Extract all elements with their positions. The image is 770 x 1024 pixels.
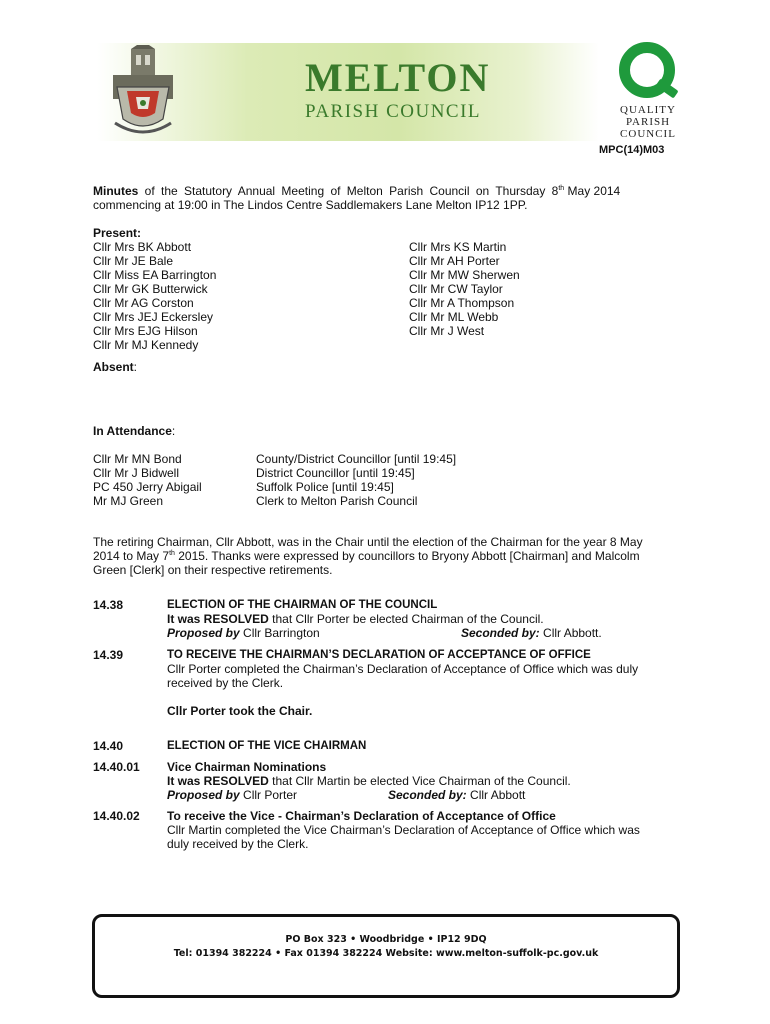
item-text-14-40-02-line1: Cllr Martin completed the Vice Chairman’s Declaration of Acceptance of Office which was <box>167 823 640 837</box>
resolved-text: that Cllr Porter be elected Chairman of the Council. <box>268 612 544 626</box>
proposed-name: Cllr Barrington <box>239 626 320 640</box>
council-name: MELTON <box>305 55 491 100</box>
present-member: Cllr Mrs BK Abbott <box>93 240 192 254</box>
item-title-14-40-02: To receive the Vice - Chairman’s Declaration of Acceptance of Office <box>167 809 556 823</box>
item-text-14-39-line1: Cllr Porter completed the Chairman’s Declaration of Acceptance of Office which was duly <box>167 662 639 676</box>
retiring-line-2 <box>93 549 640 563</box>
seconded-14-38 <box>461 626 602 640</box>
item-text-14-39-line3: Cllr Porter took the Chair. <box>167 704 313 718</box>
attendee-role: Suffolk Police [until 19:45] <box>256 480 394 494</box>
footer-contact: Tel: 01394 382224 • Fax 01394 382224 Website: www.melton-suffolk-pc.gov.uk <box>173 948 599 959</box>
absent-label: Absent <box>93 360 134 374</box>
proposed-name: Cllr Porter <box>239 788 298 802</box>
present-member: Cllr Miss EA Barrington <box>93 268 217 282</box>
document-reference: MPC(14)M03 <box>599 144 665 156</box>
present-member: Cllr Mr A Thompson <box>409 296 515 310</box>
present-member: Cllr Mrs KS Martin <box>409 240 507 254</box>
present-member: Cllr Mrs JEJ Eckersley <box>93 310 214 324</box>
present-heading: Present: <box>93 226 142 240</box>
absent-colon: : <box>133 360 138 374</box>
resolved-text: that Cllr Martin be elected Vice Chairman of the Council. <box>268 774 571 788</box>
present-member: Cllr Mr GK Butterwick <box>93 282 208 296</box>
quality-label-3: COUNCIL <box>620 128 676 140</box>
seconded-label: Seconded by: <box>388 788 467 802</box>
attendee-role: County/District Councillor [until 19:45] <box>256 452 457 466</box>
attendance-label: In Attendance <box>93 424 172 438</box>
attendee-role: District Councillor [until 19:45] <box>256 466 415 480</box>
proposed-label: Proposed by <box>167 788 240 802</box>
attendee-name: Cllr Mr MN Bond <box>93 452 182 466</box>
retiring-sup: th <box>169 550 175 557</box>
seconded-name: Cllr Abbott. <box>539 626 602 640</box>
item-text-14-39-line2: received by the Clerk. <box>167 676 284 690</box>
present-member: Cllr Mr JE Bale <box>93 254 174 268</box>
proposed-14-40-01 <box>167 788 297 802</box>
intro-text: of the Statutory Annual Meeting of Melton Parish Council on Thursday 8 <box>138 184 559 198</box>
item-title-14-38: ELECTION OF THE CHAIRMAN OF THE COUNCIL <box>167 599 438 611</box>
absent-heading <box>93 360 137 374</box>
item-number-14-40-02: 14.40.02 <box>93 809 140 823</box>
parish-crest-icon <box>103 45 183 140</box>
present-member: Cllr Mr AG Corston <box>93 296 194 310</box>
item-number-14-38: 14.38 <box>93 598 124 612</box>
quality-label-2: PARISH <box>625 116 671 128</box>
present-member: Cllr Mr ML Webb <box>409 310 499 324</box>
council-subtitle: PARISH COUNCIL <box>305 101 482 122</box>
intro-end: May 2014 <box>564 184 621 198</box>
attendee-name: Mr MJ Green <box>93 494 164 508</box>
proposed-14-38 <box>167 626 320 640</box>
attendee-role: Clerk to Melton Parish Council <box>256 494 418 508</box>
present-member: Cllr Mr CW Taylor <box>409 282 503 296</box>
present-member: Cllr Mrs EJG Hilson <box>93 324 198 338</box>
retiring-text-b: 2015. Thanks were expressed by councillors to Bryony Abbott [Chairman] and Malcolm <box>174 549 640 563</box>
item-title-14-40-01: Vice Chairman Nominations <box>167 760 327 774</box>
minutes-label: Minutes <box>93 184 139 198</box>
present-member: Cllr Mr MW Sherwen <box>409 268 520 282</box>
present-member: Cllr Mr AH Porter <box>409 254 500 268</box>
intro-sup: th <box>558 185 565 192</box>
present-member: Cllr Mr J West <box>409 324 485 338</box>
attendance-colon: : <box>171 424 176 438</box>
retiring-line-1: The retiring Chairman, Cllr Abbott, was in the Chair until the election of the Chairman for the year 8 May <box>93 535 643 549</box>
resolved-label: It was RESOLVED <box>167 612 269 626</box>
resolution-14-40-01 <box>167 774 571 788</box>
seconded-14-40-01 <box>388 788 525 802</box>
item-number-14-40: 14.40 <box>93 739 124 753</box>
attendee-name: PC 450 Jerry Abigail <box>93 480 202 494</box>
resolved-label: It was RESOLVED <box>167 774 269 788</box>
retiring-text-a: 2014 to May 7 <box>93 549 170 563</box>
item-number-14-39: 14.39 <box>93 648 124 662</box>
seconded-name: Cllr Abbott <box>466 788 526 802</box>
intro-line-1 <box>93 184 679 198</box>
attendee-name: Cllr Mr J Bidwell <box>93 466 180 480</box>
item-text-14-40-02-line2: duly received by the Clerk. <box>167 837 309 851</box>
item-number-14-40-01: 14.40.01 <box>93 760 140 774</box>
proposed-label: Proposed by <box>167 626 240 640</box>
item-title-14-39: TO RECEIVE THE CHAIRMAN’S DECLARATION OF ACCEPTANCE OF OFFICE <box>167 649 591 661</box>
item-title-14-40: ELECTION OF THE VICE CHAIRMAN <box>167 740 367 752</box>
present-member: Cllr Mr MJ Kennedy <box>93 338 199 352</box>
intro-line-2: commencing at 19:00 in The Lindos Centre Saddlemakers Lane Melton IP12 1PP. <box>93 198 528 212</box>
quality-label-1: QUALITY <box>620 104 676 116</box>
retiring-line-3: Green [Clerk] on their respective retirements. <box>93 563 333 577</box>
attendance-heading <box>93 424 175 438</box>
resolution-14-38 <box>167 612 544 626</box>
footer-address: PO Box 323 • Woodbridge • IP12 9DQ <box>285 934 487 945</box>
seconded-label: Seconded by: <box>461 626 540 640</box>
quality-council-q-icon <box>612 40 682 104</box>
